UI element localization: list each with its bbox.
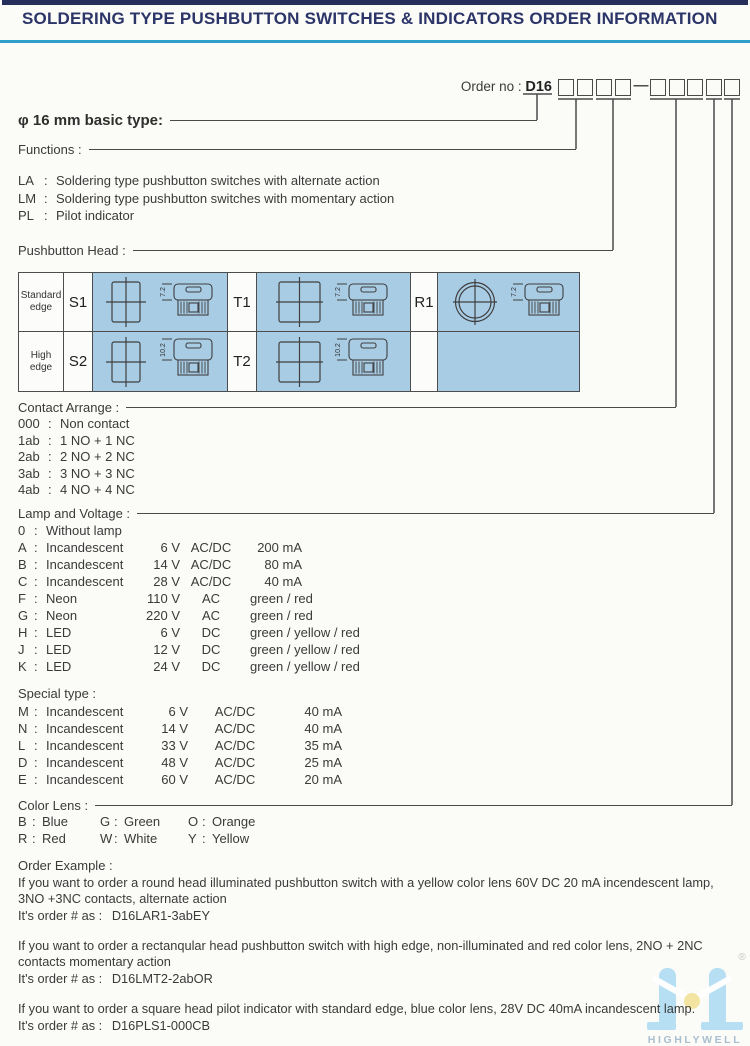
lamp-row xyxy=(18,573,360,590)
contact-code: 000 xyxy=(18,416,40,431)
example-order-line xyxy=(18,1018,732,1034)
lamp-code: A xyxy=(18,540,27,555)
colon-separator: : xyxy=(48,482,52,497)
lamp-code: K xyxy=(18,659,27,674)
color-lens-item xyxy=(100,831,188,848)
s1-side-view-drawing xyxy=(152,275,216,329)
colon-separator: : xyxy=(34,625,38,640)
function-desc: Pilot indicator xyxy=(56,208,135,223)
function-item xyxy=(18,172,394,190)
edge-label: High edge xyxy=(29,349,53,373)
head-code-cell xyxy=(64,332,93,391)
lamp-colors: green / red xyxy=(250,591,313,606)
rule-line xyxy=(170,120,537,121)
t2-side-view-drawing xyxy=(327,335,391,389)
color-name: Red xyxy=(42,831,66,846)
lamp-voltage-heading: Lamp and Voltage : xyxy=(18,506,131,521)
color-lens-item xyxy=(188,814,255,831)
special-name: Incandescent xyxy=(46,704,124,719)
order-example-heading: Order Example : xyxy=(18,858,113,873)
contact-arrange-list xyxy=(18,416,135,499)
special-supply: AC/DC xyxy=(214,755,256,770)
lamp-row xyxy=(18,539,360,556)
contact-item xyxy=(18,466,135,483)
contact-code: 1ab xyxy=(18,432,40,448)
color-name: Green xyxy=(124,814,161,829)
connector-contact-arrange xyxy=(650,99,703,407)
example-order-code: D16PLS1-000CB xyxy=(111,1017,210,1033)
colon-separator: : xyxy=(34,540,38,555)
colon-separator: : xyxy=(34,721,38,736)
special-rating: 20 mA xyxy=(304,772,342,787)
special-code: N xyxy=(18,721,28,736)
colon-separator: : xyxy=(202,814,206,829)
contact-item xyxy=(18,416,135,433)
example-desc: If you want to order a square head pilot indicator with standard edge, blue color lens, 28V DC 40mA incandescent lamp. xyxy=(18,1001,696,1016)
s1-front-view-drawing xyxy=(105,275,149,329)
t2-front-view-drawing xyxy=(276,335,324,389)
lamp-code: G xyxy=(18,608,29,623)
colon-separator: : xyxy=(202,831,206,846)
dimension-label: 10.2 xyxy=(335,342,342,357)
colon-separator: : xyxy=(32,814,36,829)
page-title: SOLDERING TYPE PUSHBUTTON SWITCHES & INDICATORS ORDER INFORMATION xyxy=(22,9,718,28)
lamp-supply: DC xyxy=(201,659,221,674)
lamp-row xyxy=(18,641,360,658)
special-code: M xyxy=(18,704,29,719)
pushbutton-head-table xyxy=(18,272,580,392)
lamp-name: Neon xyxy=(46,591,78,606)
rule-line xyxy=(89,149,576,150)
special-row xyxy=(18,720,342,737)
head-code-cell xyxy=(64,273,93,332)
dimension-label: 7.2 xyxy=(159,287,167,297)
lamp-name: LED xyxy=(46,642,72,657)
rule-line xyxy=(126,407,676,408)
rule-line xyxy=(95,805,732,806)
color-code: G xyxy=(100,814,111,829)
dimension-label: 10.2 xyxy=(159,342,167,357)
r1-front-view-drawing xyxy=(450,275,500,329)
functions-list xyxy=(18,172,394,225)
s2-side-view-drawing xyxy=(152,335,216,389)
lamp-supply: DC xyxy=(201,625,221,640)
example-order-line xyxy=(18,908,732,924)
order-code-dash: — xyxy=(633,77,649,94)
special-rating: 40 mA xyxy=(304,704,342,719)
color-name: Yellow xyxy=(212,831,250,846)
function-item xyxy=(18,190,394,208)
basic-type-heading: φ 16 mm basic type: xyxy=(18,111,163,129)
lamp-colors: green / yellow / red xyxy=(250,642,360,657)
special-row xyxy=(18,703,342,720)
head-code-cell xyxy=(411,332,438,391)
head-code-cell xyxy=(228,332,257,391)
example-order-label: It's order # as : xyxy=(18,971,103,987)
dimension-label: 7.2 xyxy=(511,287,518,297)
order-example-2 xyxy=(18,938,732,988)
color-code: O xyxy=(188,814,199,829)
head-code-cell xyxy=(228,273,257,332)
special-code: E xyxy=(18,772,27,787)
lamp-row xyxy=(18,522,360,539)
special-row xyxy=(18,754,342,771)
contact-desc: 4 NO + 4 NC xyxy=(60,482,135,497)
special-type-heading: Special type : xyxy=(18,686,97,701)
contact-desc: 2 NO + 2 NC xyxy=(60,449,135,464)
connector-pushbutton-head xyxy=(596,99,631,250)
colon-separator: : xyxy=(114,831,118,846)
colon-separator: : xyxy=(34,659,38,674)
t1-diagram-cell xyxy=(257,273,411,332)
colon-separator: : xyxy=(34,523,38,538)
contact-item xyxy=(18,482,135,499)
color-lens-item xyxy=(100,814,188,831)
lamp-name: Incandescent xyxy=(46,574,124,589)
edge-label: Standard edge xyxy=(20,290,62,313)
lamp-voltage: 220 V xyxy=(146,608,180,623)
lamp-name: Incandescent xyxy=(46,540,124,555)
special-rating: 40 mA xyxy=(304,721,342,736)
special-type-list xyxy=(18,703,342,788)
r1-diagram-cell xyxy=(438,273,579,332)
colon-separator: : xyxy=(114,814,118,829)
lamp-name: LED xyxy=(46,625,72,640)
contact-code: 3ab xyxy=(18,465,40,481)
colon-separator: : xyxy=(48,465,52,481)
edge-label-cell xyxy=(19,332,64,391)
order-code-box xyxy=(615,79,631,96)
contact-desc: 3 NO + 3 NC xyxy=(60,465,135,481)
colon-separator: : xyxy=(34,642,38,657)
order-code-box xyxy=(669,79,685,96)
lamp-supply: AC xyxy=(201,591,221,606)
section-pushbutton-head xyxy=(18,242,613,259)
r1-side-view-drawing xyxy=(503,275,567,329)
lamp-row xyxy=(18,658,360,675)
color-code: Y xyxy=(188,831,197,846)
colon-separator: : xyxy=(34,574,38,589)
special-voltage: 33 V xyxy=(161,738,188,753)
section-color-lens xyxy=(18,797,732,814)
lamp-voltage: 110 V xyxy=(146,591,180,606)
special-voltage: 48 V xyxy=(161,755,188,770)
head-code: R1 xyxy=(414,293,434,311)
lamp-colors: green / red xyxy=(250,608,313,623)
colon-separator: : xyxy=(44,190,48,206)
order-code-box xyxy=(558,79,574,96)
special-rating: 35 mA xyxy=(304,738,342,753)
lamp-name: Without lamp xyxy=(46,523,122,538)
order-example-3 xyxy=(18,1001,732,1034)
example-order-line xyxy=(18,971,732,987)
lamp-code: F xyxy=(18,591,26,606)
s2-diagram-cell xyxy=(93,332,228,391)
connector-lamp-voltage xyxy=(706,99,722,513)
function-code: LM xyxy=(18,190,37,206)
example-order-code: D16LMT2-2abOR xyxy=(111,971,213,987)
order-code-box xyxy=(687,79,703,96)
special-code: D xyxy=(18,755,28,770)
lamp-row xyxy=(18,590,360,607)
special-supply: AC/DC xyxy=(214,772,256,787)
order-no-prefix: D16 xyxy=(525,79,552,95)
lamp-rating: 40 mA xyxy=(264,574,302,589)
contact-arrange-heading: Contact Arrange : xyxy=(18,400,120,415)
contact-desc: 1 NO + 1 NC xyxy=(60,432,135,448)
color-code: B xyxy=(18,814,27,829)
contact-desc: Non contact xyxy=(60,416,130,431)
lamp-code: H xyxy=(18,625,28,640)
s1-diagram-cell xyxy=(93,273,228,332)
functions-heading: Functions : xyxy=(18,142,82,157)
colon-separator: : xyxy=(32,831,36,846)
color-code: W xyxy=(100,831,113,846)
lamp-code: J xyxy=(18,642,25,657)
head-code-cell xyxy=(411,273,438,332)
head-code: T2 xyxy=(233,353,251,370)
example-order-label: It's order # as : xyxy=(18,1017,103,1033)
example-desc: If you want to order a round head illuminated pushbutton switch with a yellow color lens 60V DC 20 mA incendescent lamp, 3NO +3NC contacts, alternate action xyxy=(18,875,714,907)
lamp-row xyxy=(18,624,360,641)
colon-separator: : xyxy=(34,557,38,572)
lamp-row xyxy=(18,556,360,573)
connector-color-lens xyxy=(724,99,740,805)
colon-separator: : xyxy=(34,591,38,606)
color-lens-item xyxy=(18,814,100,831)
lamp-row xyxy=(18,607,360,624)
t2-diagram-cell xyxy=(257,332,411,391)
t1-side-view-drawing xyxy=(327,275,391,329)
order-code-box xyxy=(577,79,593,96)
colon-separator: : xyxy=(34,772,38,787)
lamp-voltage: 12 V xyxy=(153,642,180,657)
dimension-label: 7.2 xyxy=(335,287,342,297)
lamp-code: 0 xyxy=(18,523,26,538)
colon-separator: : xyxy=(44,173,48,188)
lamp-supply: DC xyxy=(201,642,221,657)
order-example-1 xyxy=(18,875,732,925)
logo-text: HIGHLYWELL xyxy=(647,1034,743,1046)
color-lens-list xyxy=(18,814,255,848)
order-code-box xyxy=(650,79,666,96)
lamp-name: Incandescent xyxy=(46,557,124,572)
top-edge-bar xyxy=(2,0,748,5)
color-name: Blue xyxy=(42,814,69,829)
colon-separator: : xyxy=(34,755,38,770)
contact-item xyxy=(18,433,135,450)
order-code-box xyxy=(596,79,612,96)
rule-line xyxy=(137,513,714,514)
registered-mark: ® xyxy=(738,952,746,963)
lamp-voltage: 6 V xyxy=(160,540,180,555)
lamp-code: C xyxy=(18,574,28,589)
special-name: Incandescent xyxy=(46,755,124,770)
special-row xyxy=(18,771,342,788)
section-basic-type xyxy=(18,111,537,129)
contact-code: 2ab xyxy=(18,449,40,464)
example-order-code: D16LAR1-3abEY xyxy=(111,908,210,924)
color-lens-item xyxy=(188,831,255,848)
lamp-voltage: 6 V xyxy=(160,625,180,640)
lamp-code: B xyxy=(18,557,27,572)
function-desc: Soldering type pushbutton switches with alternate action xyxy=(56,173,380,188)
title-rule xyxy=(0,40,750,43)
head-code: T1 xyxy=(233,293,251,311)
t1-front-view-drawing xyxy=(276,275,324,329)
colon-separator: : xyxy=(44,208,48,223)
order-code-box xyxy=(724,79,740,96)
colon-separator: : xyxy=(34,608,38,623)
empty-diagram-cell xyxy=(438,332,579,391)
special-supply: AC/DC xyxy=(214,721,256,736)
colon-separator: : xyxy=(48,432,52,448)
order-code-box xyxy=(706,79,722,96)
order-no-label: Order no : xyxy=(460,79,522,94)
lamp-voltage: 24 V xyxy=(153,659,180,674)
rule-line xyxy=(133,250,613,251)
color-code: R xyxy=(18,831,28,846)
pushbutton-head-heading: Pushbutton Head : xyxy=(18,243,126,258)
order-no xyxy=(440,79,552,96)
lamp-supply: AC xyxy=(201,608,221,623)
section-functions xyxy=(18,141,576,158)
function-code: LA xyxy=(18,173,34,188)
section-contact-arrange xyxy=(18,399,676,416)
colon-separator: : xyxy=(48,416,52,431)
colon-separator: : xyxy=(48,449,52,464)
edge-label-cell xyxy=(19,273,64,332)
special-voltage: 6 V xyxy=(168,704,188,719)
example-order-label: It's order # as : xyxy=(18,908,103,924)
lamp-colors: green / yellow / red xyxy=(250,659,360,674)
special-voltage: 14 V xyxy=(161,721,188,736)
color-name: White xyxy=(124,831,158,846)
function-code: PL xyxy=(18,208,34,223)
colon-separator: : xyxy=(34,738,38,753)
lamp-colors: green / yellow / red xyxy=(250,625,360,640)
lamp-rating: 200 mA xyxy=(257,540,302,555)
color-lens-heading: Color Lens : xyxy=(18,798,89,813)
contact-item xyxy=(18,449,135,466)
colon-separator: : xyxy=(34,704,38,719)
lamp-supply: AC/DC xyxy=(190,557,232,572)
head-code: S1 xyxy=(68,293,88,311)
special-name: Incandescent xyxy=(46,772,124,787)
special-name: Incandescent xyxy=(46,721,124,736)
special-row xyxy=(18,737,342,754)
example-desc: If you want to order a rectanqular head pushbutton switch with high edge, non-illuminated and red color lens, 2NO + 2NC contacts momentary action xyxy=(18,938,703,970)
color-lens-item xyxy=(18,831,100,848)
lamp-name: LED xyxy=(46,659,72,674)
special-supply: AC/DC xyxy=(214,738,256,753)
contact-code: 4ab xyxy=(18,482,40,497)
special-voltage: 60 V xyxy=(161,772,188,787)
special-rating: 25 mA xyxy=(304,755,342,770)
function-item xyxy=(18,207,394,225)
color-name: Orange xyxy=(212,814,256,829)
special-supply: AC/DC xyxy=(214,704,256,719)
lamp-name: Neon xyxy=(46,608,78,623)
lamp-voltage: 28 V xyxy=(153,574,180,589)
section-lamp-voltage xyxy=(18,505,714,522)
function-desc: Soldering type pushbutton switches with momentary action xyxy=(56,190,395,206)
lamp-voltage-list xyxy=(18,522,360,675)
lamp-rating: 80 mA xyxy=(264,557,302,572)
special-code: L xyxy=(18,738,26,753)
lamp-voltage: 14 V xyxy=(153,557,180,572)
lamp-supply: AC/DC xyxy=(190,540,232,555)
special-name: Incandescent xyxy=(46,738,124,753)
lamp-supply: AC/DC xyxy=(190,574,232,589)
head-code: S2 xyxy=(68,353,88,370)
s2-front-view-drawing xyxy=(105,335,149,389)
